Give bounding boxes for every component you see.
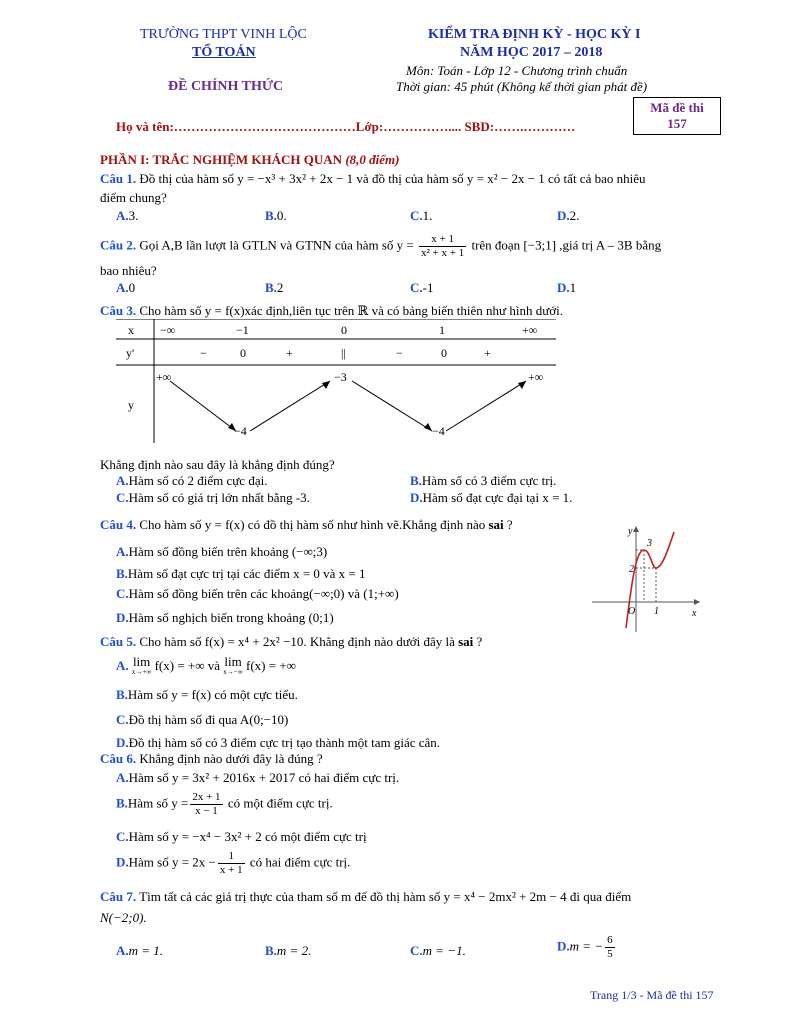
q4-option-d-text: Hàm số nghịch biến trong khoảng (0;1) xyxy=(128,610,334,625)
q4-option-c xyxy=(116,586,399,602)
q1-option-b-letter: B. xyxy=(265,208,277,223)
school-year: NĂM HỌC 2017 – 2018 xyxy=(460,45,603,60)
q5-option-d xyxy=(116,735,440,751)
q6-b-fraction xyxy=(190,791,222,818)
q3-option-b-text: Hàm số có 3 điểm cực trị. xyxy=(421,473,557,488)
page-footer: Trang 1/3 - Mã đề thi 157 xyxy=(590,988,714,1002)
question-5-tail: ? xyxy=(473,634,483,649)
q2-option-c-letter: C. xyxy=(410,280,423,295)
q7-option-d-letter: D. xyxy=(557,938,570,954)
question-5-bold: sai xyxy=(458,634,474,649)
sign-3: + xyxy=(286,346,293,360)
school-name: TRƯỜNG THPT VINH LỘC xyxy=(140,27,307,42)
variation-table xyxy=(116,319,556,443)
q3-option-c-text: Hàm số có giá trị lớn nhất bằng -3. xyxy=(128,490,310,505)
question-2-text-cont: bao nhiêu? xyxy=(100,263,157,278)
question-6-text: Khẳng định nào dưới đây là đúng ? xyxy=(136,751,323,766)
question-1-text-cont: điểm chung? xyxy=(100,190,167,205)
question-3-label: Câu 3. xyxy=(100,303,137,318)
q3-option-a-letter: A. xyxy=(116,473,129,488)
q4-option-d xyxy=(116,610,334,626)
question-3-prompt: Khẳng định nào sau đây là khẳng định đúng? xyxy=(100,457,335,472)
q4-option-c-text: Hàm số đồng biến trên các khoảng(−∞;0) và (1;+∞) xyxy=(128,586,399,601)
q3-option-d-text: Hàm số đạt cực đại tại x = 1. xyxy=(422,490,573,505)
q7-d-den: 5 xyxy=(607,948,613,960)
graph-tick-3: 3 xyxy=(647,538,652,549)
x-val-4: 1 xyxy=(439,323,445,337)
q2-option-a-text: 0 xyxy=(128,280,136,295)
question-1 xyxy=(100,171,730,187)
arrowhead-3 xyxy=(424,423,432,431)
q2-option-b xyxy=(265,280,283,296)
row-yprime-label: y' xyxy=(126,346,135,360)
limit-2 xyxy=(223,654,243,677)
q7-option-c xyxy=(410,943,466,959)
q3-option-d-letter: D. xyxy=(410,490,423,505)
q2-option-b-letter: B. xyxy=(265,280,277,295)
q5-option-a xyxy=(116,654,296,677)
q6-option-a-letter: A. xyxy=(116,770,129,785)
question-4-label: Câu 4. xyxy=(100,517,137,532)
question-2 xyxy=(100,233,730,260)
q7-option-b-text: m = 2. xyxy=(276,943,312,958)
question-7-label: Câu 7. xyxy=(100,889,137,904)
sign-5: − xyxy=(396,346,403,360)
sign-4: || xyxy=(341,346,346,360)
subject-line: Môn: Toán - Lớp 12 - Chương trình chuẩn xyxy=(406,63,628,78)
official-label: ĐỀ CHÍNH THỨC xyxy=(168,79,284,94)
q3-option-b xyxy=(410,473,556,489)
q6-option-c xyxy=(116,829,367,845)
q5-option-a-end: f(x) = +∞ xyxy=(242,657,296,673)
limit-1-sub: x→+∞ xyxy=(131,668,152,676)
q1-option-a-text: 3. xyxy=(128,208,139,223)
y-val-2: −4 xyxy=(234,424,247,438)
q5-option-b xyxy=(116,687,298,703)
q3-option-d xyxy=(410,490,572,506)
q5-option-c-text: Đồ thị hàm số đi qua A(0;−10) xyxy=(128,712,289,727)
q6-option-a-text: Hàm số y = 3x² + 2016x + 2017 có hai điểm cực trị. xyxy=(128,770,400,785)
q6-option-b-letter: B. xyxy=(116,795,128,811)
sign-1: − xyxy=(200,346,207,360)
q6-d-fraction xyxy=(218,850,245,877)
q4-option-a-letter: A. xyxy=(116,544,129,559)
q7-option-c-letter: C. xyxy=(410,943,423,958)
limit-1-word: lim xyxy=(132,654,151,669)
y-val-4: −4 xyxy=(432,424,445,438)
q6-d-den: x + 1 xyxy=(219,864,243,876)
question-5-label: Câu 5. xyxy=(100,634,137,649)
q6-option-c-letter: C. xyxy=(116,829,129,844)
q1-option-a xyxy=(116,208,138,224)
q7-option-a xyxy=(116,943,163,959)
q3-option-a xyxy=(116,473,267,489)
student-info-line: Họ và tên:……………………………………Lớp:…………….... SBD:…….………… xyxy=(116,119,576,134)
q4-option-c-letter: C. xyxy=(116,586,129,601)
q7-d-num: 6 xyxy=(607,934,613,946)
q1-option-c-text: 1. xyxy=(422,208,433,223)
question-2-text-b: trên đoạn [−3;1] ,giá trị A – 3B bằng xyxy=(468,237,662,253)
y-val-5: +∞ xyxy=(528,370,544,384)
y-val-3: −3 xyxy=(334,370,347,384)
q4-option-b-letter: B. xyxy=(116,566,128,581)
q4-option-a-text: Hàm số đồng biến trên khoảng (−∞;3) xyxy=(128,544,328,559)
graph-y-label: y xyxy=(628,526,633,537)
question-4 xyxy=(100,517,600,533)
q2-option-d-letter: D. xyxy=(557,280,570,295)
question-1-label: Câu 1. xyxy=(100,171,137,186)
q7-option-a-letter: A. xyxy=(116,943,129,958)
q2-fraction-den: x² + x + 1 xyxy=(420,247,465,259)
exam-code-value: 157 xyxy=(667,116,687,131)
q4-option-b xyxy=(116,566,366,582)
exam-code-label: Mã đề thi xyxy=(650,100,704,115)
limit-1 xyxy=(131,654,152,677)
q6-option-a xyxy=(116,770,399,786)
q3-option-c-letter: C. xyxy=(116,490,129,505)
question-3 xyxy=(100,303,730,319)
q1-option-d-letter: D. xyxy=(557,208,570,223)
q6-option-d xyxy=(116,850,350,877)
q5-option-a-mid: f(x) = +∞ và xyxy=(151,657,224,673)
sign-6: 0 xyxy=(441,346,447,360)
q2-option-d-text: 1 xyxy=(569,280,577,295)
x-val-5: +∞ xyxy=(522,323,538,337)
q7-option-b-letter: B. xyxy=(265,943,277,958)
section-points: (8,0 điểm) xyxy=(345,152,400,167)
x-val-1: −∞ xyxy=(160,323,176,337)
q5-option-d-letter: D. xyxy=(116,735,129,750)
q5-option-b-letter: B. xyxy=(116,687,128,702)
q6-option-d-post: có hai điểm cực trị. xyxy=(246,854,351,870)
row-x-label: x xyxy=(128,323,134,337)
q6-d-num: 1 xyxy=(218,850,245,864)
q6-b-num: 2x + 1 xyxy=(192,791,221,803)
arrow-down-2 xyxy=(352,381,432,431)
arrow-up-2 xyxy=(446,381,526,431)
q2-option-a-letter: A. xyxy=(116,280,129,295)
limit-2-sub: x→−∞ xyxy=(223,668,243,676)
y-val-1: +∞ xyxy=(156,370,172,384)
q2-option-a xyxy=(116,280,135,296)
q7-option-b xyxy=(265,943,311,959)
question-7-text: Tìm tất cả các giá trị thực của tham số m để đồ thị hàm số y = x⁴ − 2mx² + 2m − 4 đi qua điểm xyxy=(136,889,632,904)
question-4-text: Cho hàm số y = f(x) có đồ thị hàm số như hình vẽ.Khẳng định nào xyxy=(136,517,489,532)
question-6-label: Câu 6. xyxy=(100,751,137,766)
q6-option-c-text: Hàm số y = −x⁴ − 3x² + 2 có một điểm cực trị xyxy=(128,829,367,844)
x-val-2: −1 xyxy=(236,323,249,337)
sign-2: 0 xyxy=(240,346,246,360)
q4-option-b-text: Hàm số đạt cực trị tại các điểm x = 0 và x = 1 xyxy=(127,566,366,581)
q1-option-b xyxy=(265,208,287,224)
q2-fraction-num: x + 1 xyxy=(419,233,466,247)
question-2-label: Câu 2. xyxy=(100,237,137,253)
q2-option-b-text: 2 xyxy=(276,280,284,295)
q3-option-a-text: Hàm số có 2 điểm cực đại. xyxy=(128,473,268,488)
q1-option-d-text: 2. xyxy=(569,208,580,223)
q2-fraction xyxy=(419,233,466,260)
q1-option-d xyxy=(557,208,579,224)
q1-option-c xyxy=(410,208,432,224)
limit-2-word: lim xyxy=(224,654,242,669)
q6-b-den: x − 1 xyxy=(195,805,218,817)
q7-option-c-text: m = −1. xyxy=(422,943,466,958)
section-title-text: PHẦN I: TRẮC NGHIỆM KHÁCH QUAN xyxy=(100,152,346,167)
exam-title: KIỂM TRA ĐỊNH KỲ - HỌC KỲ I xyxy=(428,27,641,42)
question-3-text: Cho hàm số y = f(x)xác định,liên tục trên ℝ và có bảng biến thiên như hình dưới. xyxy=(136,303,563,318)
q3-option-b-letter: B. xyxy=(410,473,422,488)
question-5-text: Cho hàm số f(x) = x⁴ + 2x² −10. Khẳng định nào dưới đây là xyxy=(136,634,459,649)
q4-option-a xyxy=(116,544,327,560)
q7-d-fraction xyxy=(605,934,615,961)
arrow-up-1 xyxy=(250,381,330,431)
q2-option-c xyxy=(410,280,433,296)
sign-7: + xyxy=(484,346,491,360)
row-y-label: y xyxy=(128,398,134,412)
q6-option-b xyxy=(116,791,333,818)
q6-option-b-post: có một điểm cực trị. xyxy=(224,795,333,811)
q7-option-d xyxy=(557,934,617,961)
q1-option-b-text: 0. xyxy=(276,208,287,223)
q6-option-d-pre: Hàm số y = 2x − xyxy=(128,854,216,870)
question-6 xyxy=(100,751,323,767)
q2-option-d xyxy=(557,280,576,296)
q5-option-a-letter: A. xyxy=(116,657,129,673)
q5-option-d-text: Đồ thị hàm số có 3 điểm cực trị tạo thành một tam giác cân. xyxy=(128,735,441,750)
graph-tick-2: 2 xyxy=(629,564,634,575)
q6-option-b-pre: Hàm số y = xyxy=(127,795,189,811)
q5-option-c xyxy=(116,712,288,728)
q4-option-d-letter: D. xyxy=(116,610,129,625)
q5-option-c-letter: C. xyxy=(116,712,129,727)
q3-option-c xyxy=(116,490,310,506)
q5-option-b-text: Hàm số y = f(x) có một cực tiểu. xyxy=(127,687,298,702)
question-7-text-cont: N(−2;0). xyxy=(100,910,147,925)
question-4-tail: ? xyxy=(503,517,513,532)
question-2-text: Gọi A,B lần lượt là GTLN và GTNN của hàm số y = xyxy=(136,237,414,253)
graph-tick-1: 1 xyxy=(654,606,659,617)
q1-option-a-letter: A. xyxy=(116,208,129,223)
q4-function-graph xyxy=(588,520,708,635)
graph-origin: O xyxy=(628,606,636,617)
department-name: TỔ TOÁN xyxy=(192,45,256,60)
question-1-text: Đồ thị của hàm số y = −x³ + 3x² + 2x − 1 và đồ thị của hàm số y = x² − 2x − 1 có tất cả bao nhiêu xyxy=(136,171,646,186)
q1-option-c-letter: C. xyxy=(410,208,423,223)
q7-option-a-text: m = 1. xyxy=(128,943,164,958)
question-7 xyxy=(100,889,730,905)
exam-code-box xyxy=(633,97,721,135)
question-5 xyxy=(100,634,730,650)
section-title xyxy=(100,152,399,168)
arrow-down-1 xyxy=(170,381,236,431)
graph-x-label: x xyxy=(692,608,697,619)
q7-option-d-text: m = − xyxy=(569,938,604,954)
q6-option-d-letter: D. xyxy=(116,854,129,870)
question-4-bold: sai xyxy=(488,517,504,532)
q2-option-c-text: -1 xyxy=(422,280,434,295)
x-val-3: 0 xyxy=(341,323,347,337)
time-line: Thời gian: 45 phút (Không kể thời gian phát đề) xyxy=(396,79,648,94)
